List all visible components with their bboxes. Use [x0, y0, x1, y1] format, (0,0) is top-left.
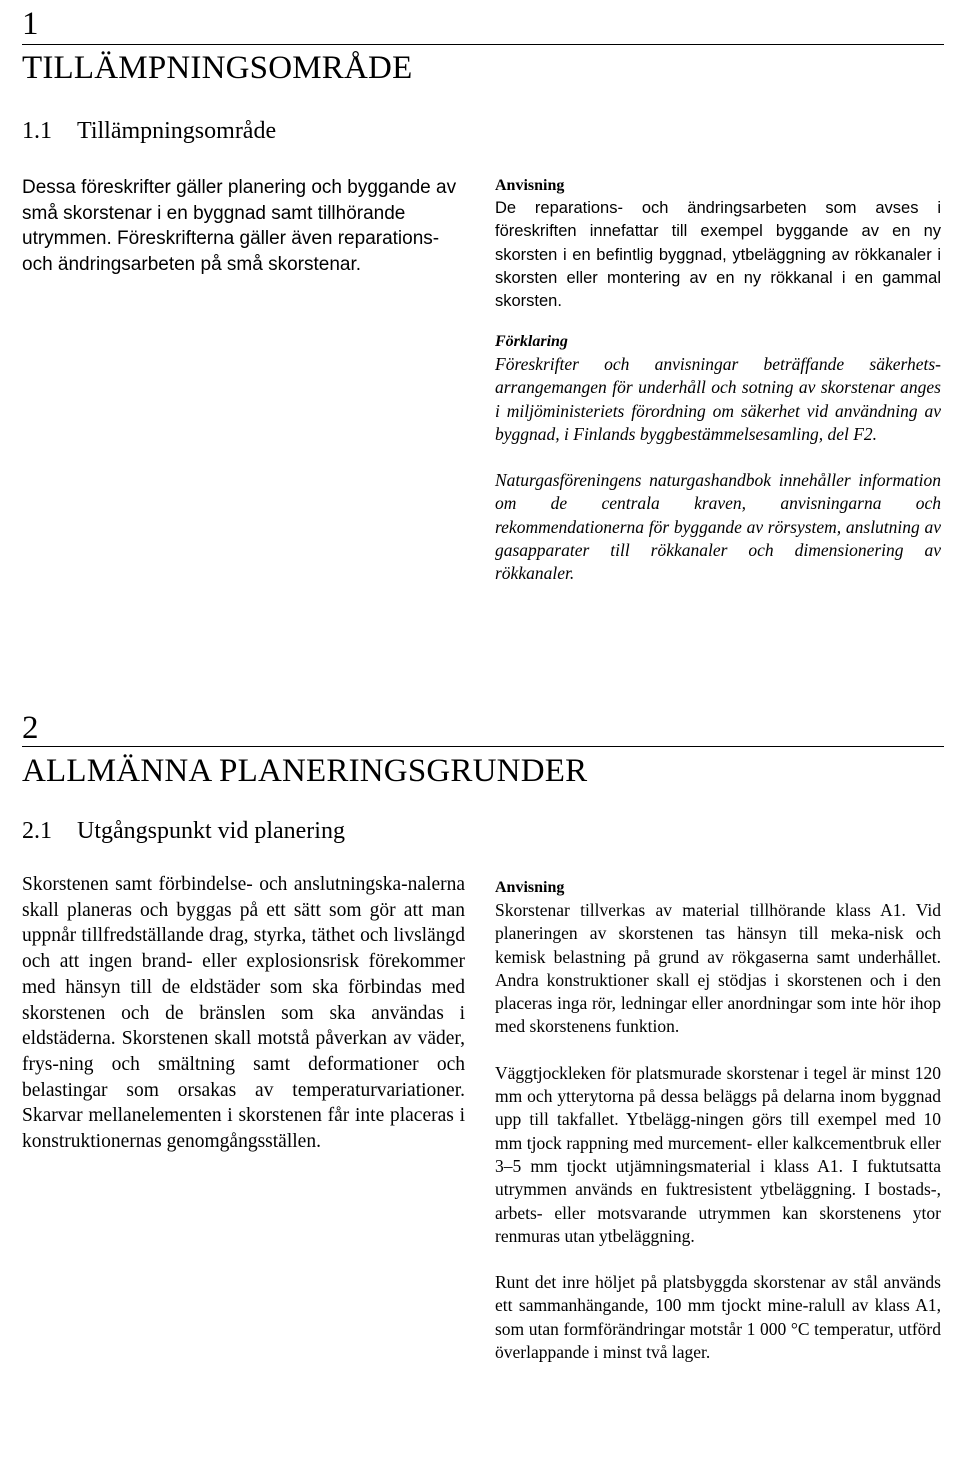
section-2-1-anvisning	[495, 877, 941, 1364]
chapter-1-rule	[22, 44, 944, 45]
section-1-1-number: 1.1	[22, 118, 52, 144]
section-2-1-body: Skorstenen samt förbindelse- och anslutningska-nalerna skall planeras och byggas på ett sätt som gör att man uppnår tillfredställande drag, styrka, täthet och livslängd och att ingen brand- eller explosionsrisk förekommer med hänsyn till de eldstäder som ska förbindas med skorstenen och de bränslen som ska användas i eldstäderna. Skorstenen skall motstå påverkan av väder, frys-ning och smältning samt deformationer och belastingar som orsakas av temperaturvariationer. Skarvar mellanelementen i skorstenen får inte placeras i konstruktionernas genomgångsställen.	[22, 874, 465, 1153]
section-1-1-forklaring	[495, 331, 941, 586]
section-1-1-heading	[22, 117, 276, 145]
section-1-1-anvisning	[495, 175, 941, 313]
forklaring-text-2: Naturgasföreningens naturgashandbok innehåller information om de centrala kraven, anvisningarna och rekommendationerna för byggande av rörsystem, anslutning av gasapparater till rökkanaler och dimensionering av rökkanaler.	[495, 470, 941, 584]
section-2-1-heading	[22, 817, 345, 845]
anvisning-text-1: Skorstenar tillverkas av material tillhörande klass A1. Vid planeringen av skorstenen tas hänsyn till meka-nisk och kemisk belastning på grund av rökgaserna samt underhållet. Andra konstruktioner skall ej stödjas i skorstenen och i den placeras inga rör, ledningar eller anordningar som inte hör ihop med skorstenens funktion.	[495, 900, 941, 1037]
anvisning-text: De reparations- och ändringsarbeten som avses i föreskriften innefattar till exempel byggande av en ny skorsten i en befintlig byggnad, ytbeläggning av rökkanaler i skorsten eller montering av en ny rökkanal i en gammal skorsten.	[495, 199, 941, 311]
anvisning-text-3: Runt det inre höljet på platsbyggda skorstenar av stål används ett sammanhängande, 100 mm tjockt mine-ralull av klass A1, som utan formförändringar motstår 1 000 °C temperatur, utförd överlappande i minst två lager.	[495, 1272, 941, 1363]
chapter-2-title: ALLMÄNNA PLANERINGSGRUNDER	[22, 753, 588, 789]
section-1-1-body: Dessa föreskrifter gäller planering och byggande av små skorstenar i en byggnad samt tillhörande utrymmen. Föreskrifterna gäller även reparations- och ändringsarbeten på små skorstenar.	[22, 177, 457, 275]
anvisning-text-2: Väggtjockleken för platsmurade skorstenar i tegel är minst 120 mm och ytterytorna på dessa beläggs på delarna inom byggnad upp till takfallet. Ytbelägg-ningen görs till exempel med 10 mm tjock rappning med murcement- eller kalkcementbruk eller 3–5 mm tjockt utjämningsmaterial i klass A1. I fuktutsatta utrymmen används en fuktresistent ytbeläggning. I bostads-, arbets- eller motsvarande utrymmen kan skorstenens ytor renmuras utan ytbeläggning.	[495, 1062, 941, 1246]
forklaring-label: Förklaring	[495, 333, 568, 350]
chapter-1-title: TILLÄMPNINGSOMRÅDE	[22, 50, 413, 86]
section-1-1-title: Tillämpningsområde	[77, 118, 277, 144]
section-2-1-title: Utgångspunkt vid planering	[77, 818, 345, 844]
chapter-2-rule	[22, 746, 944, 747]
anvisning-label: Anvisning	[495, 177, 565, 194]
anvisning-label: Anvisning	[495, 879, 565, 896]
chapter-1-number: 1	[22, 6, 39, 42]
chapter-2-number: 2	[22, 710, 39, 746]
forklaring-text-1: Föreskrifter och anvisningar beträffande säkerhets-arrangemangen för underhåll och sotning av skorstenar anges i miljöministeriets förordning om säkerhet vid användning av byggnad, i Finlands byggbestämmelsesamling, del F2.	[495, 354, 941, 444]
section-2-1-number: 2.1	[22, 818, 52, 844]
